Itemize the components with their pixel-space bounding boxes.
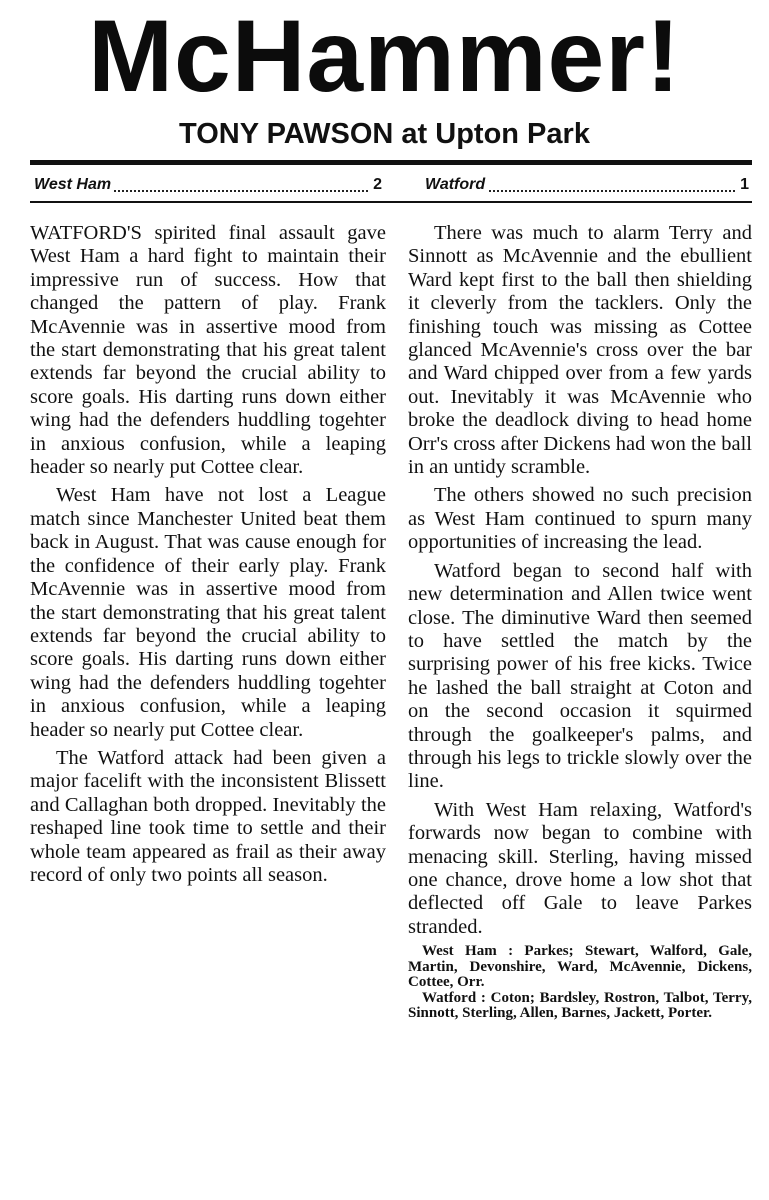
home-team: West Ham bbox=[34, 174, 113, 196]
bottom-rule bbox=[30, 201, 752, 203]
home-score-line bbox=[34, 174, 382, 196]
paragraph: West Ham have not lost a League match since Manchester United beat them back in August. That was cause enough for the confidence of their early play. Frank McAvennie was in assertive mood from the start demonstrating that his great talent extends far beyond the crucial ability to score goals. His darting runs down either wing had the defenders huddling togehter in anxious confusion, while a leaping header so nearly put Cottee clear. bbox=[30, 484, 386, 741]
paragraph: The Watford attack had been given a major facelift with the inconsistent Blissett and Callaghan both dropped. Inevitably the reshaped line took time to settle and their whole team appeared as frail as their away record of only two points all season. bbox=[30, 746, 386, 886]
away-goals: 1 bbox=[738, 174, 749, 196]
away-score-line bbox=[425, 174, 749, 196]
team-lineups bbox=[408, 944, 752, 1022]
byline: TONY PAWSON at Upton Park bbox=[179, 118, 590, 150]
paragraph: With West Ham relaxing, Watford's forwards now began to combine with menacing skill. Sterling, having missed one chance, drove home a low shot that deflected off Gale to leave Parkes stranded. bbox=[408, 798, 752, 938]
article-column-right bbox=[408, 222, 752, 1022]
home-goals: 2 bbox=[371, 174, 382, 196]
paragraph: The others showed no such precision as West Ham continued to spurn many opportunities of increasing the lead. bbox=[408, 484, 752, 554]
top-rule bbox=[30, 160, 752, 165]
headline: McHammer! bbox=[88, 0, 681, 113]
paragraph: There was much to alarm Terry and Sinnott as McAvennie and the ebullient Ward kept first to the ball then shielding it cleverly from the tacklers. Only the finishing touch was missing as Cottee glanced McAvennie's cross over the bar and Ward chipped over from a few yards out. Inevitably it was McAvennie who broke the deadlock diving to head home Orr's cross after Dickens had won the ball in an untidy scramble. bbox=[408, 222, 752, 479]
paragraph: WATFORD'S spirited final assault gave West Ham a hard fight to maintain their impressive run of success. How that changed the pattern of play. Frank McAvennie was in assertive mood from the start demonstrating that his great talent extends far beyond the crucial ability to score goals. His darting runs down either wing had the defenders huddling togehter in anxious confusion, while a leaping header so nearly put Cottee clear. bbox=[30, 222, 386, 479]
home-lineup: West Ham : Parkes; Stewart, Walford, Gale, Martin, Devonshire, Ward, McAvennie, Dickens, Cottee, Orr. bbox=[408, 943, 752, 991]
article-column-left bbox=[30, 222, 386, 892]
away-lineup: Watford : Coton; Bardsley, Rostron, Talbot, Terry, Sinnott, Sterling, Allen, Barnes, Jackett, Porter. bbox=[408, 989, 752, 1022]
paragraph: Watford began to second half with new determination and Allen twice went close. The diminutive Ward then seemed to have settled the match by the surprising power of his free kicks. Twice he lashed the ball straight at Coton and on the second occasion it squirmed through the goalkeeper's palms, and through his legs to trickle slowly over the line. bbox=[408, 559, 752, 793]
away-team: Watford bbox=[425, 174, 487, 196]
